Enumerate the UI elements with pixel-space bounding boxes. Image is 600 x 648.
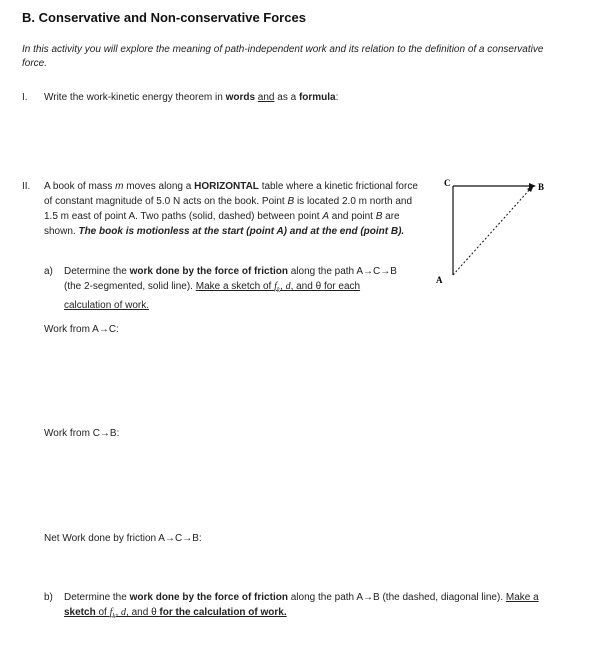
question-1-number: I. <box>22 92 28 103</box>
work-c-to-b-label: Work from C→B: <box>44 428 120 439</box>
question-2-number: II. <box>22 181 31 192</box>
question-1-text: Write the work-kinetic energy theorem in words and as a formula: <box>44 92 339 103</box>
part-b-number: b) <box>44 592 53 603</box>
path-diagonal-a-to-b <box>453 188 531 275</box>
section-title: B. Conservative and Non-conservative Forces <box>22 10 306 25</box>
point-c-label: C <box>444 178 451 188</box>
work-a-to-c-label: Work from A→C: <box>44 324 119 335</box>
part-a-text: Determine the work done by the force of friction along the path A→C→B (the 2-segmented, solid line). Make a sketch of $f_k$, d, and θ for each calculation of work. <box>64 266 397 311</box>
intro-text: In this activity you will explore the meaning of path-independent work and its relation to the definition of a conservative force. <box>22 44 544 69</box>
point-b-label: B <box>538 182 545 192</box>
net-work-label: Net Work done by friction A→C→B: <box>44 533 202 544</box>
part-b-text: Determine the work done by the force of friction along the path A→B (the dashed, diagonal line). Make a sketch of $f_k$, d, and θ for the calculation of work. <box>64 592 539 620</box>
part-a-number: a) <box>44 266 53 277</box>
question-2-text: A book of mass m moves along a HORIZONTAL table where a kinetic frictional force of constant magnitude of 5.0 N acts on the book. Point B is located 2.0 m north and 1.5 m east of point A. Two paths (solid, dashed) between point A and point B are shown. The book is motionless at the start (point A) and at the end (point B). <box>44 181 418 237</box>
path-diagram <box>430 170 560 290</box>
point-a-label: A <box>436 275 443 285</box>
